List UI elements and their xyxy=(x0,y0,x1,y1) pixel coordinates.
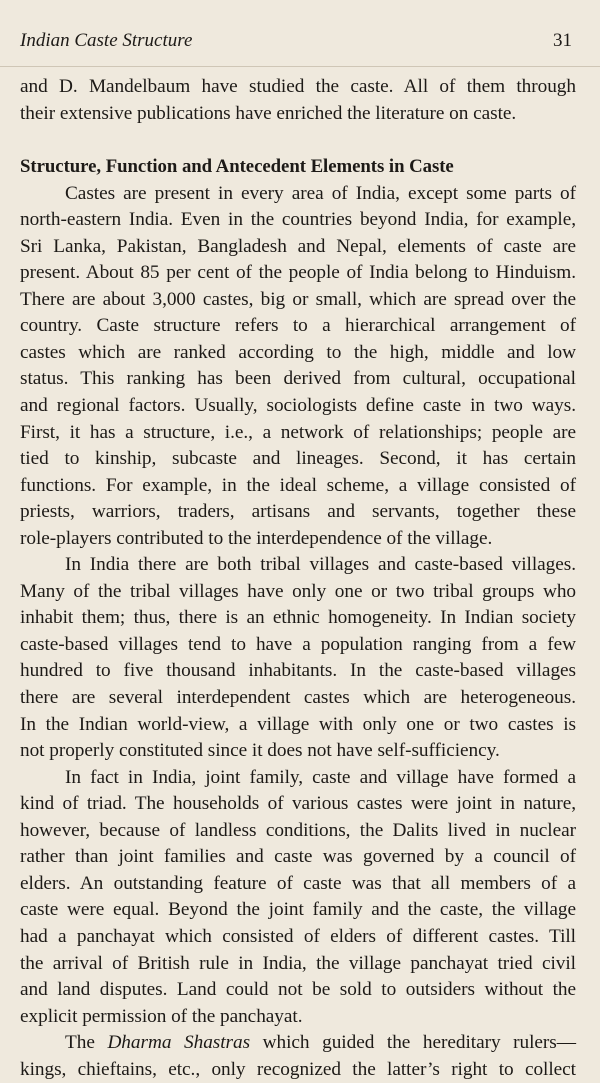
text-line: status. This ranking has been derived from cultural, occupational xyxy=(20,368,576,390)
paragraph xyxy=(20,765,576,1030)
paragraph xyxy=(20,181,576,553)
paragraph xyxy=(20,1030,576,1083)
text-line: elders. An outstanding feature of caste was that all members of a xyxy=(20,872,576,894)
text-line: caste-based villages tend to have a population ranging from a few xyxy=(20,633,576,655)
text-line: kings, chieftains, etc., only recognized the latter’s right to collect xyxy=(20,1058,576,1080)
text-line: First, it has a structure, i.e., a network of relationships; people are xyxy=(20,421,576,443)
text-line: kind of triad. The households of various castes were joint in nature, xyxy=(20,793,576,815)
text-line: and land disputes. Land could not be sold to outsiders without the xyxy=(20,979,576,1001)
text-line: tied to kinship, subcaste and lineages. Second, it has certain xyxy=(20,448,576,470)
text-line: In fact in India, joint family, caste and village have formed a xyxy=(65,766,576,788)
text-run: The xyxy=(65,1032,108,1054)
text-line: not properly constituted since it does not have self-sufficiency. xyxy=(20,740,500,762)
text-line: however, because of landless conditions, the Dalits lived in nuclear xyxy=(20,819,576,841)
text-line: the arrival of British rule in India, the village panchayat tried civil xyxy=(20,952,576,974)
text-line: In the Indian world-view, a village with only one or two castes is xyxy=(20,713,576,735)
running-title: Indian Caste Structure xyxy=(20,30,193,51)
text-line: In India there are both tribal villages and caste-based villages. xyxy=(65,554,576,576)
text-run: which guided the hereditary rulers— xyxy=(250,1032,576,1054)
text-line: Castes are present in every area of India, except some parts of xyxy=(65,182,576,204)
text-line: and D. Mandelbaum have studied the caste. All of them through xyxy=(20,76,576,97)
text-line: their extensive publications have enriched the literature on caste. xyxy=(20,102,517,124)
header-divider xyxy=(0,66,600,67)
text-line: there are several interdependent castes which are heterogeneous. xyxy=(20,687,576,709)
section-heading: Structure, Function and Antecedent Elements in Caste xyxy=(20,156,454,178)
body-text xyxy=(20,74,576,1083)
text-line: castes which are ranked according to the high, middle and low xyxy=(20,341,576,363)
text-line: inhabit them; thus, there is an ethnic homogeneity. In Indian society xyxy=(20,607,576,629)
text-line: rather than joint families and caste was governed by a council of xyxy=(20,846,576,868)
text-line: explicit permission of the panchayat. xyxy=(20,1005,303,1027)
text-line: caste were equal. Beyond the joint family and the caste, the village xyxy=(20,899,576,921)
text-line: hundred to five thousand inhabitants. In the caste-based villages xyxy=(20,660,576,682)
text-line: functions. For example, in the ideal scheme, a village consisted of xyxy=(20,474,576,496)
text-line: country. Caste structure refers to a hierarchical arrangement of xyxy=(20,315,576,337)
text-line: There are about 3,000 castes, big or small, which are spread over the xyxy=(20,288,576,310)
text-line xyxy=(20,1030,576,1057)
italic-term: Dharma Shastras xyxy=(107,1032,251,1054)
text-line: and regional factors. Usually, sociologists define caste in two ways. xyxy=(20,395,576,417)
text-line: had a panchayat which consisted of elders of different castes. Till xyxy=(20,925,576,947)
paragraph-intro xyxy=(20,74,576,127)
text-line: present. About 85 per cent of the people of India belong to Hinduism. xyxy=(20,262,576,284)
text-line: role-players contributed to the interdependence of the village. xyxy=(20,527,493,549)
text-line: Many of the tribal villages have only one or two tribal groups who xyxy=(20,580,576,602)
running-header xyxy=(20,30,572,52)
paragraph xyxy=(20,552,576,764)
page-number: 31 xyxy=(553,30,572,51)
text-line: north-eastern India. Even in the countries beyond India, for example, xyxy=(20,209,576,231)
text-line: priests, warriors, traders, artisans and servants, together these xyxy=(20,501,576,523)
text-line: Sri Lanka, Pakistan, Bangladesh and Nepal, elements of caste are xyxy=(20,235,576,257)
